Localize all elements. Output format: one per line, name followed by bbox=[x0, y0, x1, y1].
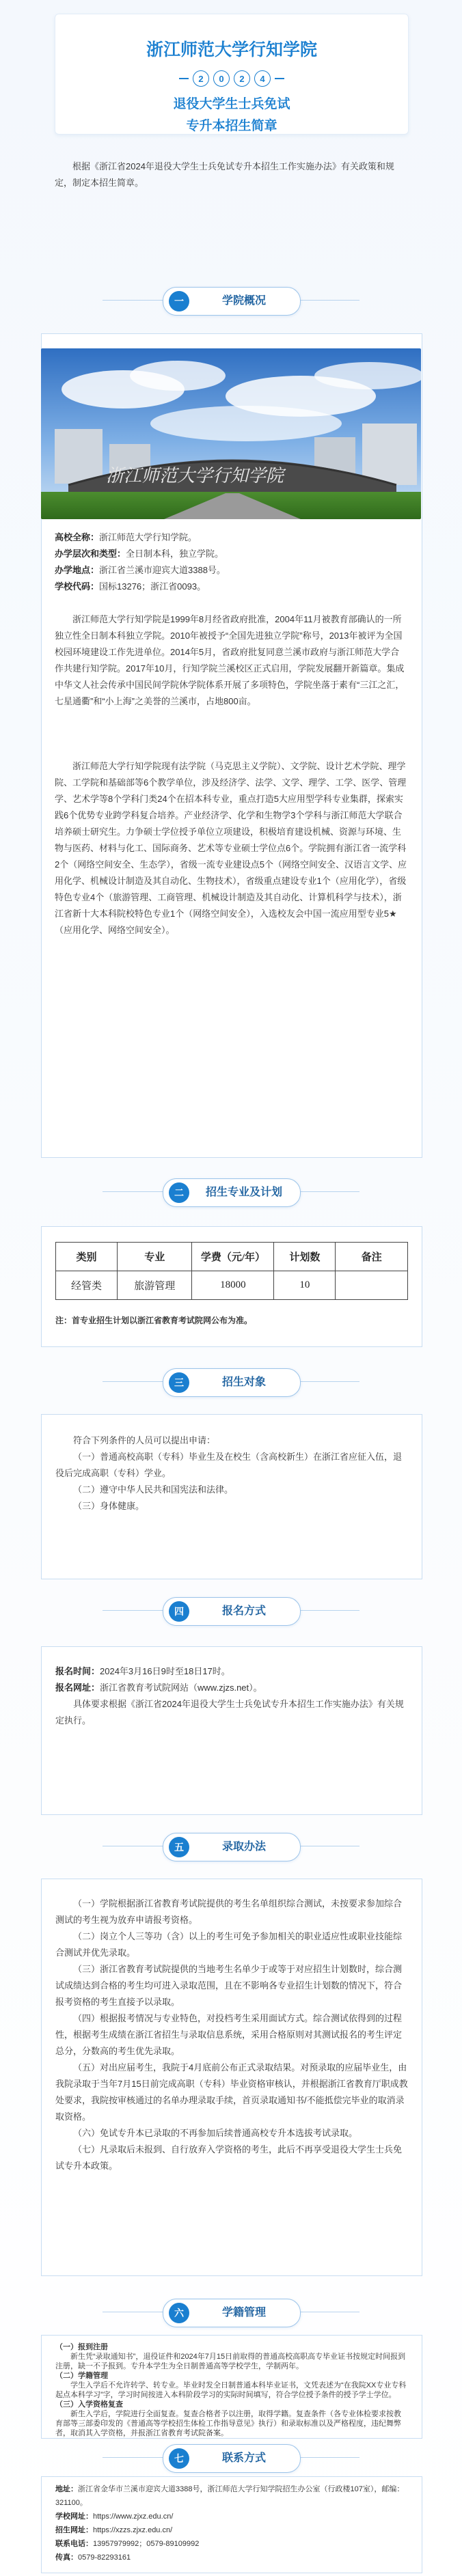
section-pill bbox=[163, 1833, 301, 1861]
contact-address: 浙江省金华市兰溪市迎宾大道3388号，浙江师范大学行知学院招生办公室（行政楼107室），邮编：321100。 bbox=[55, 2485, 405, 2507]
registration-time bbox=[55, 1663, 408, 1680]
field-value: 浙江师范大学行知学院。 bbox=[99, 532, 198, 542]
majors-table bbox=[55, 1242, 408, 1300]
year-digit: 4 bbox=[254, 70, 271, 87]
target-item: （一）普通高校高职（专科）毕业生及在校生（含高校新生）在浙江省应征入伍，退役后完成高职（专科）学业。 bbox=[55, 1452, 403, 1478]
field-value: 浙江省兰溪市迎宾大道3388号。 bbox=[99, 565, 226, 575]
target-box bbox=[41, 1414, 422, 1579]
contact-row bbox=[55, 2551, 408, 2564]
table-cell: 旅游管理 bbox=[118, 1271, 192, 1300]
section-heading-target bbox=[0, 1368, 462, 1396]
section-pill bbox=[163, 1597, 301, 1626]
admission-item: （五）对出应届考生，我院于4月底前公布正式录取结果。对预录取的应届毕业生，由我院录取于当年7月15日前完成高职（专科）毕业资格审核认，并根据浙江省教育厅职成教处要求，我院按审核通过的名单办理录取手续，首页录取通知书/不能抵偿完毕业的取消录取资格。 bbox=[55, 2062, 408, 2122]
table-cell: 经管类 bbox=[56, 1271, 118, 1300]
table-row bbox=[56, 1271, 408, 1300]
table-cell: 10 bbox=[274, 1271, 336, 1300]
section-heading-contact bbox=[0, 2444, 462, 2471]
admission-item: （四）根据报考情况与专业特色，对投档考生采用面试方式。综合测试依得到的过程性，根据考生成绩在浙江省招生与录取信息系统，采用合格原则对其测试报名的考生评定总分，分数高的考生优先录取。 bbox=[55, 2013, 403, 2056]
registration-site bbox=[55, 1680, 408, 1696]
contact-phone: 13957979992；0579-89109992 bbox=[93, 2540, 200, 2548]
section-number: 四 bbox=[169, 1601, 189, 1622]
section-heading-overview bbox=[0, 287, 462, 314]
contact-content bbox=[55, 2482, 408, 2564]
field-label: 学校网址： bbox=[55, 2512, 93, 2521]
section-number: 一 bbox=[169, 291, 189, 311]
table-cell bbox=[336, 1271, 408, 1300]
college-name: 浙江师范大学行知学院 bbox=[146, 40, 317, 59]
contact-box bbox=[41, 2476, 422, 2573]
section-heading-management bbox=[0, 2299, 462, 2326]
field-label: 高校全称： bbox=[55, 532, 100, 542]
target-content bbox=[55, 1432, 408, 1514]
management-sub-heading: （三）入学资格复查 bbox=[55, 2400, 123, 2409]
target-item: （三）身体健康。 bbox=[73, 1501, 145, 1511]
section-pill bbox=[163, 1178, 301, 1207]
field-label: 报名网址： bbox=[55, 1682, 100, 1693]
section-title: 学院概况 bbox=[221, 295, 266, 307]
year-dash-left bbox=[179, 78, 189, 79]
title-line-4: 专升本招生简章 bbox=[186, 119, 277, 133]
overview-paragraph-1: 浙江师范大学行知学院是1999年8月经省政府批准，2004年11月被教育部确认的一所独立性全日制本科独立学院。2010年被授予“全国先进独立学院”称号，2013年被评为全国校园环境建设工作先进单位。2014年5月，省政府批复同意兰溪市政府与浙江师范大学合作共建行知学院。2017年10月，行知学院兰溪校区正式启用，学院发展翻开新篇章。集成中华文人社会传承中国民间学院休学院体系开展了多项特色，学院坐落于素有“三江之汇，七星通衢”和“小上海”之美誉的兰溪市，占地800亩。 bbox=[55, 614, 405, 706]
school-website-link[interactable]: https://www.zjxz.edu.cn/ bbox=[93, 2512, 174, 2521]
section-title: 学籍管理 bbox=[221, 2307, 266, 2318]
management-sub-heading: （一）报到注册 bbox=[55, 2343, 108, 2351]
title-line-3: 退役大学生士兵免试 bbox=[173, 97, 290, 111]
section-pill bbox=[163, 287, 301, 316]
field-value: 全日制本科，独立学院。 bbox=[126, 549, 224, 559]
contact-row bbox=[55, 2510, 408, 2523]
management-text: 新生入学后，学院进行全面复查。复查合格者予以注册，取得学籍。复查条件（各专业体检要求按教育部等三部委印发的《普通高等学校招生体检工作指导意见》执行）和录取标准以及严格程度，违纪舞弊者，取消其入学资格，并报浙江省教育考试院备案。 bbox=[55, 2410, 401, 2437]
section-heading-majors bbox=[0, 1178, 462, 1206]
contact-row bbox=[55, 2482, 408, 2510]
field-label: 传真： bbox=[55, 2553, 78, 2562]
overview-fields bbox=[55, 529, 407, 595]
header-card bbox=[55, 14, 409, 135]
section-pill bbox=[163, 1368, 301, 1397]
field-value: 国标13276；浙江省0093。 bbox=[99, 581, 206, 592]
section-title: 招生专业及计划 bbox=[205, 1187, 282, 1198]
table-header-cell: 学费（元/年） bbox=[192, 1243, 274, 1271]
management-sub-heading: （二）学籍管理 bbox=[55, 2372, 108, 2380]
admission-item: （一）学院根据浙江省教育考试院提供的考生名单组织综合测试，未按要求参加综合测试的考生视为放弃申请报考资格。 bbox=[55, 1898, 403, 1925]
admission-item: （二）岗立个人三等功（含）以上的考生可免予参加相关的职业适应性或职业技能综合测试并优先录取。 bbox=[55, 1931, 403, 1958]
section-heading-registration bbox=[0, 1597, 462, 1624]
year-row bbox=[55, 70, 408, 87]
field-label: 办学地点： bbox=[55, 565, 100, 575]
year-dash-right bbox=[275, 78, 284, 79]
table-header-cell: 类别 bbox=[56, 1243, 118, 1271]
section-pill bbox=[163, 2299, 301, 2327]
admission-item: （三）浙江省教育考试院提供的当地考生名单少于或等于对应招生计划数时，综合测试成绩达到合格的考生均可进入录取范围，且在不影响各专业招生计划数的情况下，符合报考资格的考生直接予以录取。 bbox=[55, 1964, 403, 2007]
target-item: （二）遵守中华人民共和国宪法和法律。 bbox=[73, 1484, 234, 1495]
admission-box bbox=[41, 1879, 422, 2276]
field-value: 2024年3月16日9时至18日17时。 bbox=[100, 1666, 230, 1676]
campus-photo bbox=[41, 348, 421, 519]
management-text: 新生凭“录取通知书”，退役证件和2024年7月15日前取得的普通高校高职高专毕业证书按规定时间报到注册，缺一不予报到。专升本学生为全日制普通高等学校学生，学制两年。 bbox=[55, 2353, 406, 2370]
field-label: 学校代码： bbox=[55, 581, 100, 592]
section-number: 六 bbox=[169, 2303, 189, 2323]
table-header-row bbox=[56, 1243, 408, 1271]
section-title: 录取办法 bbox=[221, 1841, 266, 1853]
management-text: 学生入学后不允许转学、转专业。毕业时发全日制普通本科毕业证书，文凭表述为“在我院XX专业专科起点本科学习”字，学习时间按进入本科阶段学习的实际时间填写，符合学位授予条件的授予学士学位。 bbox=[55, 2381, 407, 2399]
registration-content bbox=[55, 1663, 408, 1729]
registration-box bbox=[41, 1646, 422, 1815]
campus-photo-illustration bbox=[41, 348, 421, 519]
admission-content bbox=[55, 1896, 408, 2174]
majors-note: 注：首专业招生计划以浙江省教育考试院网公布为准。 bbox=[55, 1316, 253, 1325]
field-row bbox=[55, 529, 407, 546]
field-label: 地址： bbox=[55, 2485, 78, 2493]
registration-link[interactable]: 浙江省教育考试院网站（www.zjzs.net）。 bbox=[100, 1682, 262, 1693]
field-label: 招生网址： bbox=[55, 2526, 93, 2534]
field-row bbox=[55, 546, 407, 562]
table-header-cell: 备注 bbox=[336, 1243, 408, 1271]
registration-detail: 具体要求根据《浙江省2024年退役大学生士兵免试专升本招生工作实施办法》有关规定执行。 bbox=[55, 1699, 404, 1726]
gate-inscription: 浙江师范大学行知学院 bbox=[106, 466, 284, 486]
admission-item: （七）凡录取后未报到、自行放弃入学资格的考生，此后不再享受退役大学生士兵免试专升本政策。 bbox=[55, 2144, 403, 2171]
majors-table-wrap bbox=[55, 1242, 408, 1300]
year-digit: 0 bbox=[213, 70, 230, 87]
contact-row bbox=[55, 2537, 408, 2551]
target-intro: 符合下列条件的人员可以提出申请： bbox=[73, 1435, 216, 1445]
section-title: 报名方式 bbox=[221, 1605, 266, 1617]
section-number: 七 bbox=[169, 2448, 189, 2469]
contact-fax: 0579-82293161 bbox=[78, 2553, 131, 2562]
field-label: 报名时间： bbox=[55, 1666, 100, 1676]
field-row bbox=[55, 562, 407, 579]
year-digit: 2 bbox=[193, 70, 209, 87]
section-number: 五 bbox=[169, 1837, 189, 1857]
field-label: 办学层次和类型： bbox=[55, 549, 126, 559]
section-heading-admission bbox=[0, 1833, 462, 1860]
contact-row bbox=[55, 2523, 408, 2537]
field-row bbox=[55, 579, 407, 595]
section-title: 联系方式 bbox=[221, 2452, 266, 2464]
majors-box bbox=[41, 1226, 422, 1347]
intro-paragraph: 根据《浙江省2024年退役大学生士兵免试专升本招生工作实施办法》有关政策和规定，制定本招生简章。 bbox=[55, 161, 394, 188]
section-title: 招生对象 bbox=[221, 1376, 266, 1388]
management-content bbox=[55, 2342, 408, 2438]
section-number: 二 bbox=[169, 1182, 189, 1203]
overview-paragraph-2: 浙江师范大学行知学院现有法学院（马克思主义学院）、文学院、设计艺术学院、理学院、工学院和基础部等6个教学单位，涉及经济学、法学、文学、理学、工学、医学、管理学、艺术学等8个学科门类24个在招本科专业，重点打造5大应用型学科专业集群，探索实践6个优势专业跨学科复合培养。产业经济学、化学和生物学3个学科与浙江师范大学联合培养硕士研究生。力争硕士学位授予单位立项建设，积极培育建设机械、资源与环境、生物与医药、材料与化工、国际商务、艺术等专业硕士学位点6个。学院拥有浙江省一流学科2个（网络空间安全、生态学），省级一流专业建设点5个（网络空间安全、汉语言文学、应用化学、机械设计制造及其自动化、生物技术），省级重点建设专业1个（应用化学），省级特色专业4个（旅游管理、工商管理、机械设计制造及其自动化、计算机科学与技术），浙江省新十大本科院校特色专业1个（网络空间安全），入选校友会中国一流应用型专业5★（应用化学、网络空间安全）。 bbox=[55, 761, 407, 935]
year-digit: 2 bbox=[234, 70, 250, 87]
table-header-cell: 计划数 bbox=[274, 1243, 336, 1271]
table-cell: 18000 bbox=[192, 1271, 274, 1300]
management-box bbox=[41, 2335, 422, 2439]
section-number: 三 bbox=[169, 1372, 189, 1393]
field-label: 联系电话： bbox=[55, 2540, 93, 2548]
admission-website-link[interactable]: https://xzzs.zjxz.edu.cn/ bbox=[93, 2526, 173, 2534]
section-pill bbox=[163, 2444, 301, 2473]
table-header-cell: 专业 bbox=[118, 1243, 192, 1271]
admission-item: （六）免试专升本已录取的不再参加后续普通高校专升本选拔考试录取。 bbox=[73, 2128, 358, 2138]
